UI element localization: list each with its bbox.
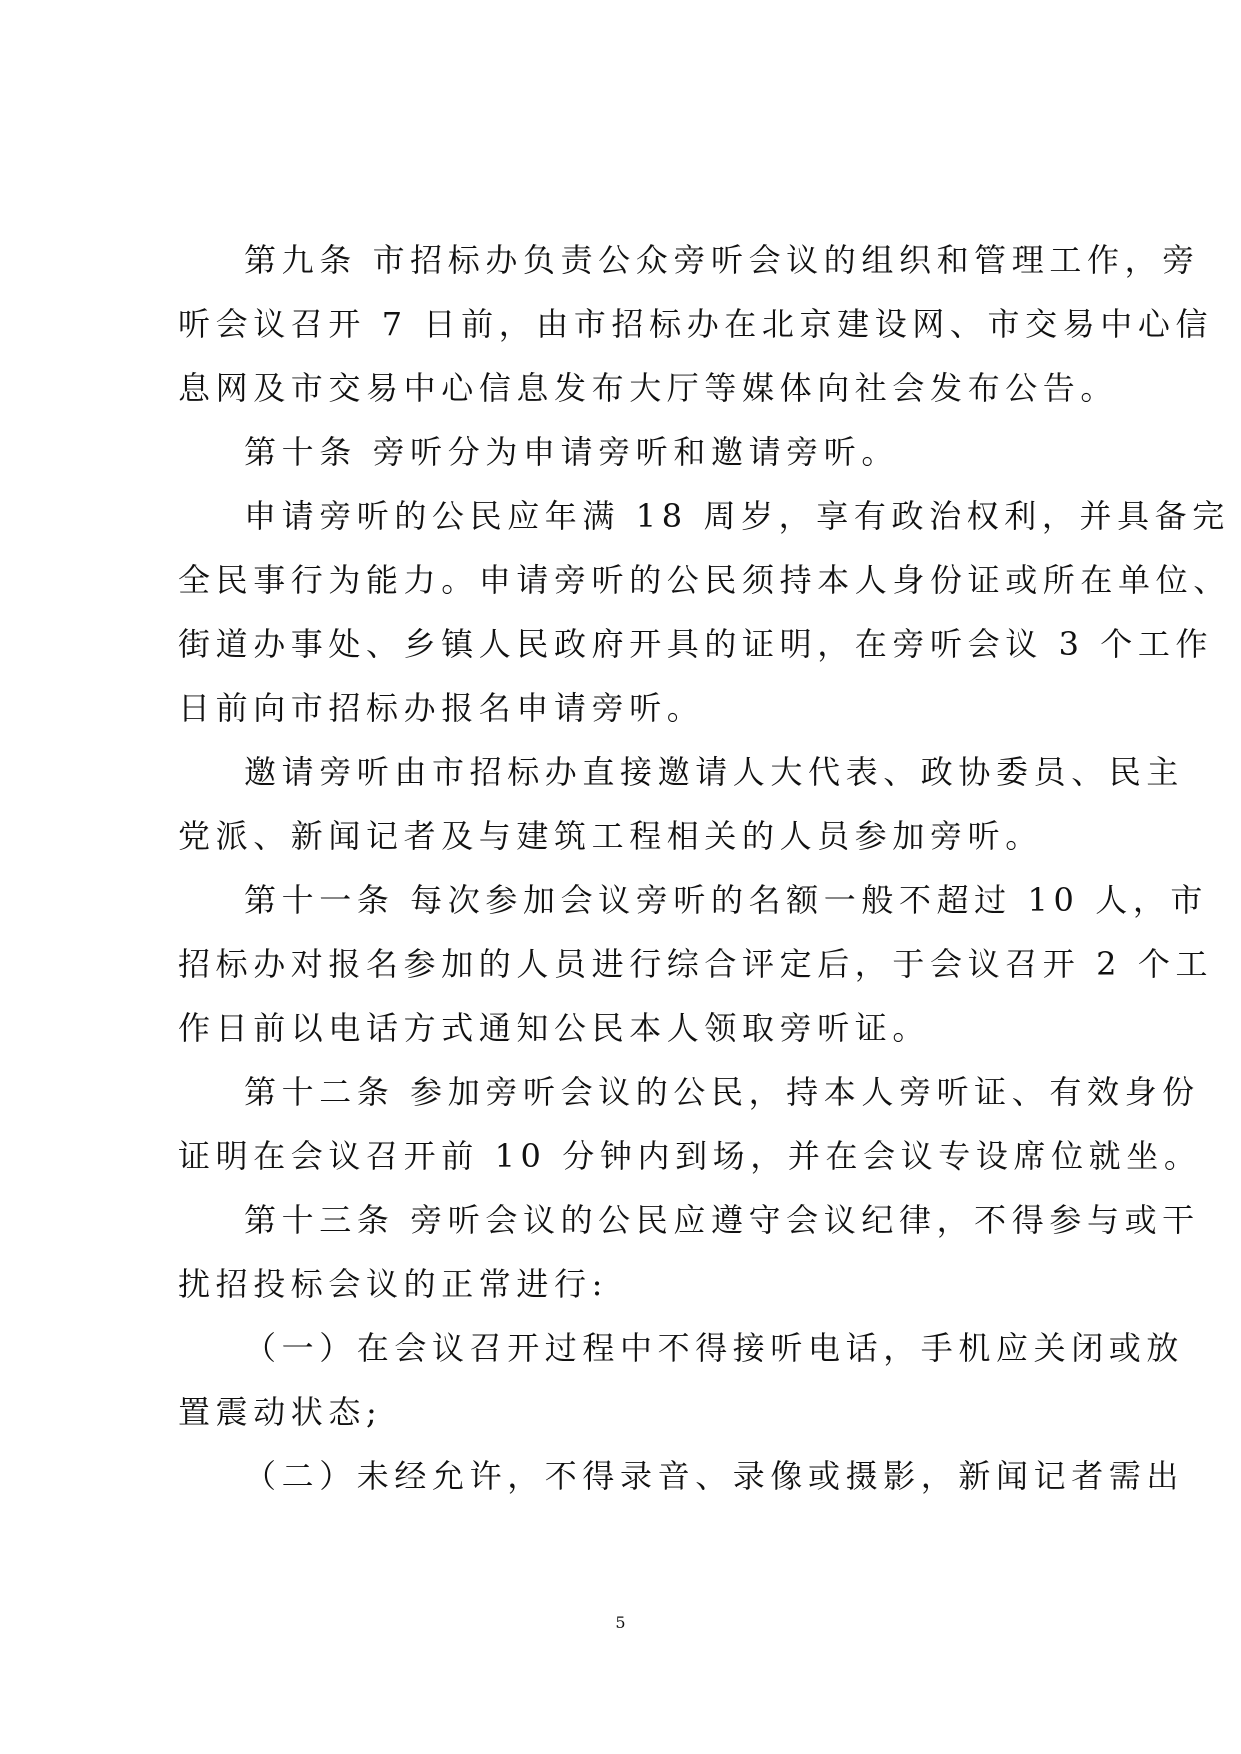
text-line: 全民事行为能力。申请旁听的公民须持本人身份证或所在单位、: [178, 561, 1231, 599]
text-line: 息网及市交易中心信息发布大厅等媒体向社会发布公告。: [178, 369, 1119, 407]
text-line: 证明在会议召开前 10 分钟内到场，并在会议专设席位就坐。: [178, 1137, 1202, 1175]
text-line: 日前向市招标办报名申请旁听。: [178, 689, 705, 727]
text-line: 党派、新闻记者及与建筑工程相关的人员参加旁听。: [178, 817, 1043, 855]
text-line: 第十条 旁听分为申请旁听和邀请旁听。: [244, 433, 899, 471]
text-line: 申请旁听的公民应年满 18 周岁，享有政治权利，并具备完: [244, 497, 1230, 535]
text-line: 邀请旁听由市招标办直接邀请人大代表、政协委员、民主: [244, 753, 1185, 791]
text-line: （二）未经允许，不得录音、录像或摄影，新闻记者需出: [244, 1457, 1185, 1495]
text-line: 作日前以电话方式通知公民本人领取旁听证。: [178, 1009, 931, 1047]
text-line: 置震动状态;: [178, 1393, 383, 1431]
text-line: 街道办事处、乡镇人民政府开具的证明，在旁听会议 3 个工作: [178, 625, 1214, 663]
text-line: 第十二条 参加旁听会议的公民，持本人旁听证、有效身份: [244, 1073, 1200, 1111]
text-line: 第十三条 旁听会议的公民应遵守会议纪律，不得参与或干: [244, 1201, 1200, 1239]
text-line: （一）在会议召开过程中不得接听电话，手机应关闭或放: [244, 1329, 1185, 1367]
text-line: 第九条 市招标办负责公众旁听会议的组织和管理工作，旁: [244, 241, 1200, 279]
text-line: 听会议召开 7 日前，由市招标办在北京建设网、市交易中心信: [178, 305, 1214, 343]
text-line: 第十一条 每次参加会议旁听的名额一般不超过 10 人，市: [244, 881, 1209, 919]
text-line: 扰招投标会议的正常进行:: [178, 1265, 608, 1303]
page-number: 5: [615, 1613, 626, 1632]
text-line: 招标办对报名参加的人员进行综合评定后，于会议召开 2 个工: [178, 945, 1214, 983]
document-body: [178, 228, 1231, 1508]
